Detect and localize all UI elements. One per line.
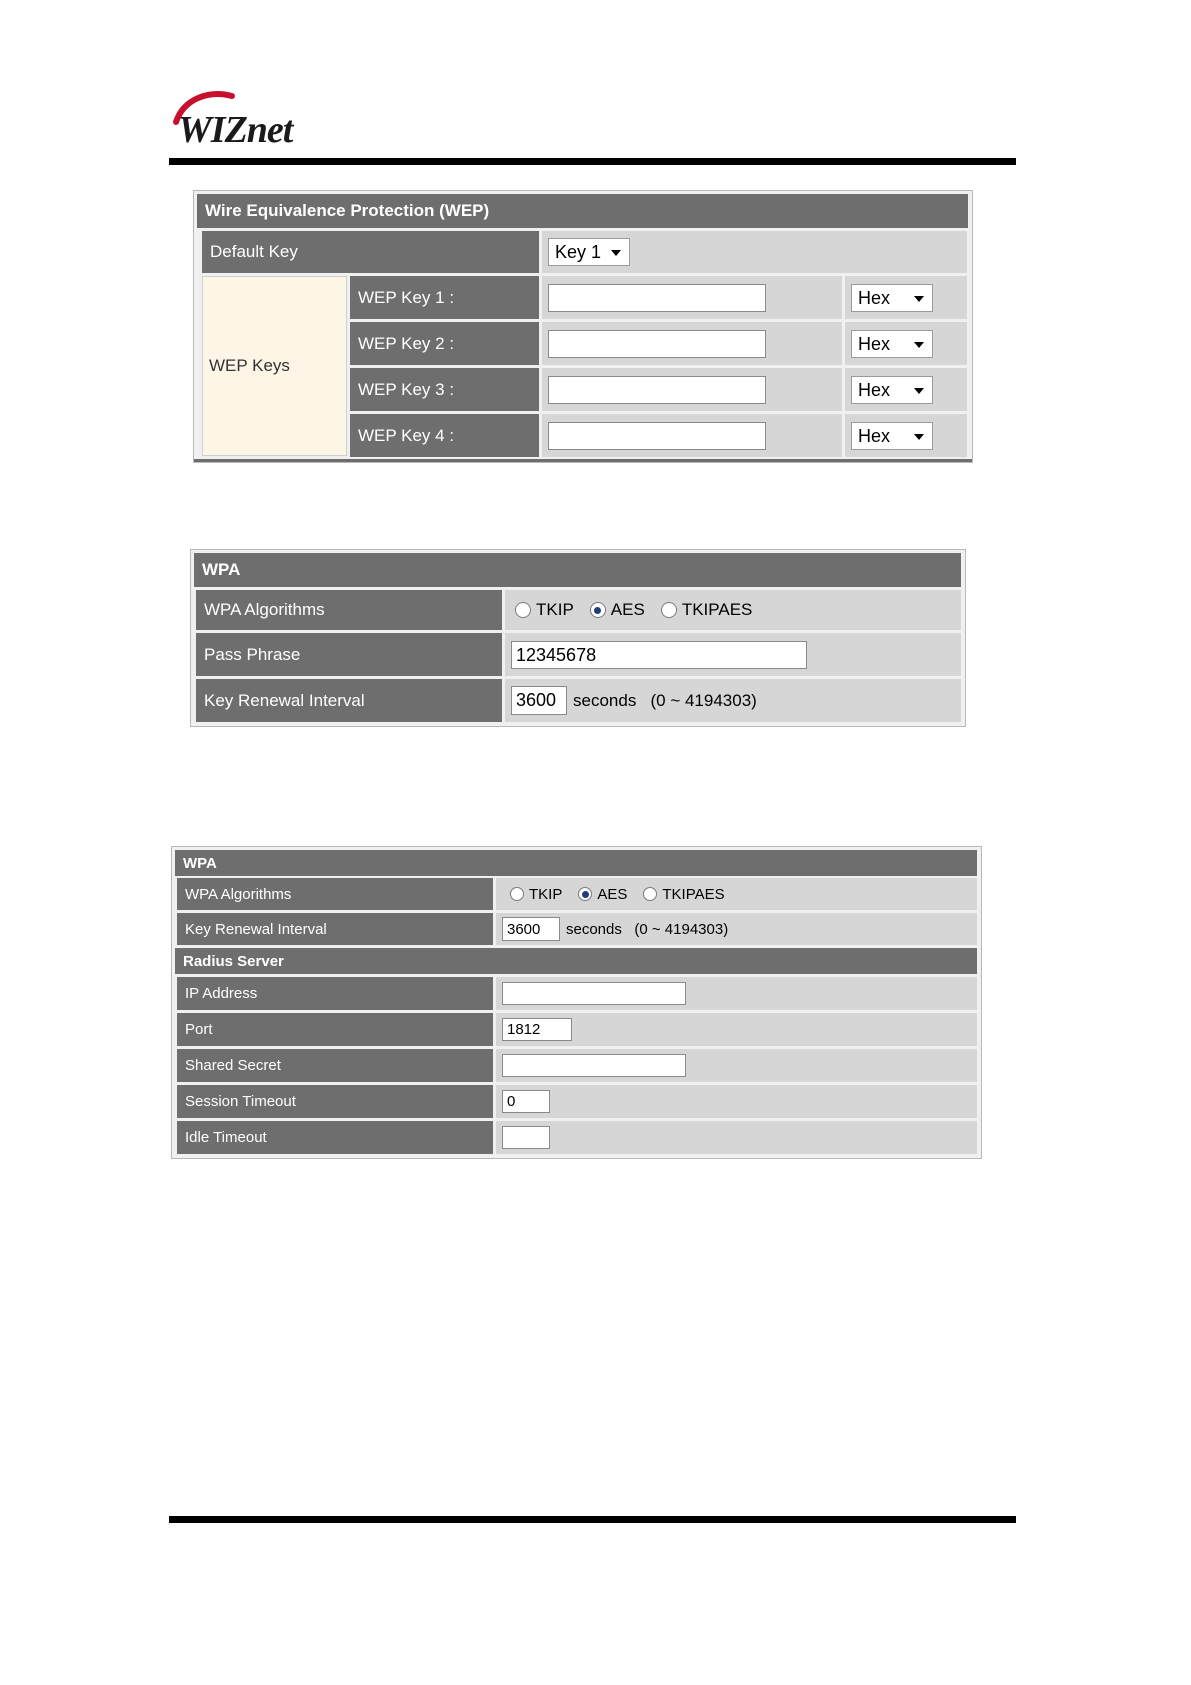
shared-secret-label: Shared Secret bbox=[177, 1049, 493, 1082]
chevron-down-icon bbox=[611, 250, 621, 256]
wpa-psk-option-tkipaes[interactable] bbox=[661, 600, 753, 620]
wpa-psk-algorithms-cell bbox=[505, 590, 961, 630]
wpa-psk-option-tkipaes-label: TKIPAES bbox=[681, 600, 753, 619]
header-rule bbox=[169, 158, 1016, 165]
wpa-radius-renewal-input[interactable]: 3600 bbox=[502, 917, 560, 941]
wpa-radius-renewal-unit: seconds (0 ~ 4194303) bbox=[566, 921, 729, 938]
wep-key-1-label: WEP Key 1 : bbox=[350, 276, 539, 319]
wpa-radius-algorithms-label: WPA Algorithms bbox=[177, 878, 493, 910]
wep-key-2-input[interactable] bbox=[548, 330, 766, 358]
wpa-psk-renewal-unit: seconds (0 ~ 4194303) bbox=[573, 691, 757, 710]
session-timeout-input[interactable]: 0 bbox=[502, 1090, 550, 1113]
shared-secret-cell bbox=[496, 1049, 977, 1082]
radio-checked-icon bbox=[578, 887, 592, 901]
wep-key-3-label: WEP Key 3 : bbox=[350, 368, 539, 411]
wpa-radius-renewal-cell bbox=[496, 913, 977, 945]
wpa-radius-panel bbox=[171, 846, 982, 1159]
radio-checked-icon bbox=[590, 602, 606, 618]
wep-key-3-format-cell bbox=[845, 368, 967, 411]
wpa-radius-option-tkip[interactable] bbox=[510, 886, 562, 903]
wep-key-3-format-select[interactable] bbox=[851, 376, 933, 404]
wep-key-4-format-value: Hex bbox=[858, 425, 891, 446]
default-key-select-value: Key 1 bbox=[555, 241, 602, 262]
wpa-radius-option-tkip-label: TKIP bbox=[529, 885, 563, 903]
wpa-psk-panel bbox=[190, 549, 966, 727]
wep-panel bbox=[193, 190, 973, 463]
wpa-psk-renewal-label: Key Renewal Interval bbox=[196, 679, 502, 722]
radio-unchecked-icon bbox=[510, 887, 524, 901]
pass-phrase-label: Pass Phrase bbox=[196, 633, 502, 676]
wpa-psk-renewal-cell bbox=[505, 679, 961, 722]
footer-rule bbox=[169, 1516, 1016, 1523]
session-timeout-label: Session Timeout bbox=[177, 1085, 493, 1118]
radius-server-title: Radius Server bbox=[175, 948, 977, 974]
pass-phrase-cell bbox=[505, 633, 961, 676]
shared-secret-input[interactable] bbox=[502, 1054, 686, 1077]
wep-key-1-cell bbox=[542, 276, 842, 319]
port-cell bbox=[496, 1013, 977, 1046]
wep-key-1-format-value: Hex bbox=[858, 287, 891, 308]
default-key-select[interactable] bbox=[548, 238, 630, 266]
wpa-radius-option-aes[interactable] bbox=[578, 886, 627, 903]
wep-key-4-label: WEP Key 4 : bbox=[350, 414, 539, 457]
chevron-down-icon bbox=[914, 434, 924, 440]
chevron-down-icon bbox=[914, 296, 924, 302]
wep-keys-label: WEP Keys bbox=[202, 276, 347, 456]
wep-key-4-cell bbox=[542, 414, 842, 457]
wpa-radius-title: WPA bbox=[175, 850, 977, 876]
wpa-psk-option-tkip[interactable] bbox=[515, 600, 574, 620]
wpa-psk-title: WPA bbox=[194, 553, 961, 587]
default-key-label: Default Key bbox=[202, 231, 539, 273]
port-label: Port bbox=[177, 1013, 493, 1046]
default-key-cell bbox=[542, 231, 967, 273]
wep-key-3-input[interactable] bbox=[548, 376, 766, 404]
wep-key-2-label: WEP Key 2 : bbox=[350, 322, 539, 365]
wpa-radius-option-aes-label: AES bbox=[597, 885, 628, 903]
idle-timeout-label: Idle Timeout bbox=[177, 1121, 493, 1154]
wiznet-logo bbox=[170, 88, 330, 151]
radio-unchecked-icon bbox=[515, 602, 531, 618]
wpa-radius-option-tkipaes-label: TKIPAES bbox=[662, 885, 725, 903]
wpa-psk-option-tkip-label: TKIP bbox=[536, 600, 574, 619]
idle-timeout-input[interactable] bbox=[502, 1126, 550, 1149]
logo-text: WIZnet bbox=[178, 109, 293, 151]
wep-key-2-format-select[interactable] bbox=[851, 330, 933, 358]
wpa-radius-renewal-label: Key Renewal Interval bbox=[177, 913, 493, 945]
wep-title: Wire Equivalence Protection (WEP) bbox=[197, 194, 968, 228]
wpa-radius-algorithms-cell bbox=[496, 878, 977, 910]
wep-key-3-cell bbox=[542, 368, 842, 411]
port-input[interactable]: 1812 bbox=[502, 1018, 572, 1041]
idle-timeout-cell bbox=[496, 1121, 977, 1154]
wep-key-4-input[interactable] bbox=[548, 422, 766, 450]
wep-key-2-cell bbox=[542, 322, 842, 365]
wpa-radius-option-tkipaes[interactable] bbox=[643, 886, 724, 903]
session-timeout-cell bbox=[496, 1085, 977, 1118]
pass-phrase-input[interactable]: 12345678 bbox=[511, 641, 807, 669]
ip-address-label: IP Address bbox=[177, 977, 493, 1010]
wep-key-2-format-cell bbox=[845, 322, 967, 365]
wpa-psk-option-aes-label: AES bbox=[610, 600, 645, 619]
radio-unchecked-icon bbox=[661, 602, 677, 618]
wep-key-3-format-value: Hex bbox=[858, 379, 891, 400]
wep-key-4-format-cell bbox=[845, 414, 967, 457]
wep-key-2-format-value: Hex bbox=[858, 333, 891, 354]
wpa-psk-option-aes[interactable] bbox=[590, 600, 645, 620]
wep-key-1-input[interactable] bbox=[548, 284, 766, 312]
ip-address-cell bbox=[496, 977, 977, 1010]
wpa-psk-algorithms-label: WPA Algorithms bbox=[196, 590, 502, 630]
wep-key-1-format-cell bbox=[845, 276, 967, 319]
ip-address-input[interactable] bbox=[502, 982, 686, 1005]
chevron-down-icon bbox=[914, 388, 924, 394]
wep-key-1-format-select[interactable] bbox=[851, 284, 933, 312]
wep-key-4-format-select[interactable] bbox=[851, 422, 933, 450]
chevron-down-icon bbox=[914, 342, 924, 348]
wep-footer-bar bbox=[194, 459, 972, 462]
wpa-psk-renewal-input[interactable]: 3600 bbox=[511, 686, 567, 715]
radio-unchecked-icon bbox=[643, 887, 657, 901]
